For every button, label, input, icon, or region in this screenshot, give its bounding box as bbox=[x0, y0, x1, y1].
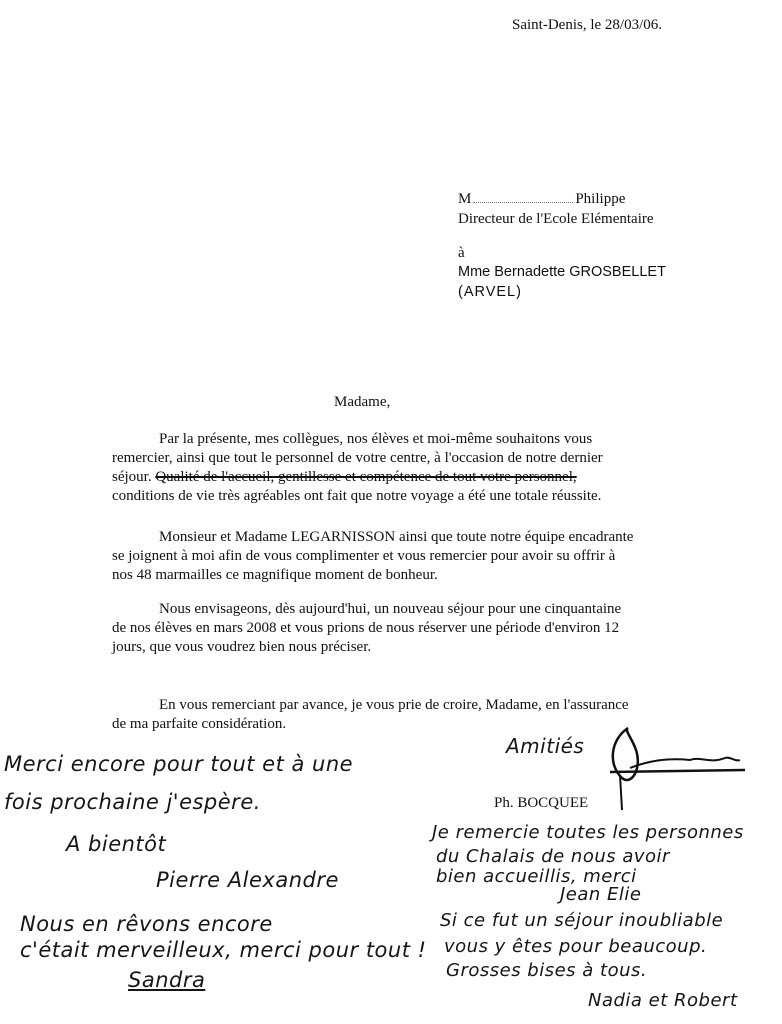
paragraph-3 bbox=[112, 600, 672, 657]
recipient-name: Mme Bernadette GROSBELLET bbox=[458, 264, 666, 280]
signature-scribble bbox=[600, 720, 750, 815]
note-left-line-3: A bientôt bbox=[66, 832, 167, 856]
salutation: Madame, bbox=[334, 394, 391, 410]
p1-line-2: remercier, ainsi que tout le personnel de votre centre, à l'occasion de notre dernier bbox=[112, 450, 603, 466]
p2-line-1: Monsieur et Madame LEGARNISSON ainsi que toute notre équipe encadrante bbox=[159, 529, 634, 545]
p1-line-3 bbox=[112, 468, 672, 487]
note-right-line-1: Je remercie toutes les personnes bbox=[432, 822, 744, 843]
p3-line-2: de nos élèves en mars 2008 et vous prions de nous réserver une période d'environ 12 bbox=[112, 620, 620, 636]
note-left-line-2: fois prochaine j'espère. bbox=[4, 790, 261, 814]
p2-line-3: nos 48 marmailles ce magnifique moment de bonheur. bbox=[112, 567, 438, 583]
p1-struck-text: Qualité de l'accueil, gentillesse et compétence de tout votre personnel, bbox=[155, 469, 577, 485]
note-right-line-7: Grosses bises à tous. bbox=[446, 960, 648, 981]
sender-name-prefix: M bbox=[458, 191, 472, 207]
note-right-line-4: Jean Elie bbox=[560, 884, 642, 905]
note-right-line-5: Si ce fut un séjour inoubliable bbox=[440, 910, 724, 931]
sender-title: Directeur de l'Ecole Elémentaire bbox=[458, 211, 654, 227]
p1-line-1: Par la présente, mes collègues, nos élèves et moi-même souhaitons vous bbox=[159, 431, 593, 447]
recipient-org: (ARVEL) bbox=[458, 284, 522, 300]
note-left-line-6: c'était merveilleux, merci pour tout ! bbox=[20, 938, 427, 962]
note-left-line-4: Pierre Alexandre bbox=[156, 868, 339, 892]
signature-handwritten: Amitiés bbox=[506, 734, 585, 758]
closing bbox=[112, 696, 672, 734]
signatory: Ph. BOCQUEE bbox=[494, 795, 589, 811]
redacted-surname bbox=[473, 202, 573, 203]
p3-line-1: Nous envisageons, dès aujourd'hui, un nouveau séjour pour une cinquantaine bbox=[159, 601, 622, 617]
sender-name-suffix: Philippe bbox=[575, 191, 626, 207]
closing-line-2: de ma parfaite considération. bbox=[112, 716, 287, 732]
paragraph-1 bbox=[112, 430, 672, 506]
note-right-line-8: Nadia et Robert bbox=[588, 990, 738, 1011]
note-right-line-3: bien accueillis, merci bbox=[436, 866, 637, 887]
p3-line-3: jours, que vous voudrez bien nous préciser. bbox=[112, 639, 372, 655]
p1-line-4: conditions de vie très agréables ont fait que notre voyage a été une totale réussite. bbox=[112, 488, 602, 504]
note-right-line-6: vous y êtes pour beaucoup. bbox=[444, 936, 708, 957]
note-left-line-1: Merci encore pour tout et à une bbox=[4, 752, 354, 776]
p2-line-2: se joignent à moi afin de vous complimenter et vous remercier pour avoir su offrir à bbox=[112, 548, 616, 564]
sender-name bbox=[458, 190, 625, 208]
note-left-line-5: Nous en rêvons encore bbox=[20, 912, 273, 936]
p1-line-3-start: séjour. bbox=[112, 469, 152, 485]
closing-line-1: En vous remerciant par avance, je vous prie de croire, Madame, en l'assurance bbox=[159, 697, 629, 713]
note-left-line-7: Sandra bbox=[128, 968, 206, 992]
date-line: Saint-Denis, le 28/03/06. bbox=[512, 17, 662, 33]
paragraph-2 bbox=[112, 528, 672, 585]
recipient-to: à bbox=[458, 245, 465, 261]
note-right-line-2: du Chalais de nous avoir bbox=[436, 846, 670, 867]
